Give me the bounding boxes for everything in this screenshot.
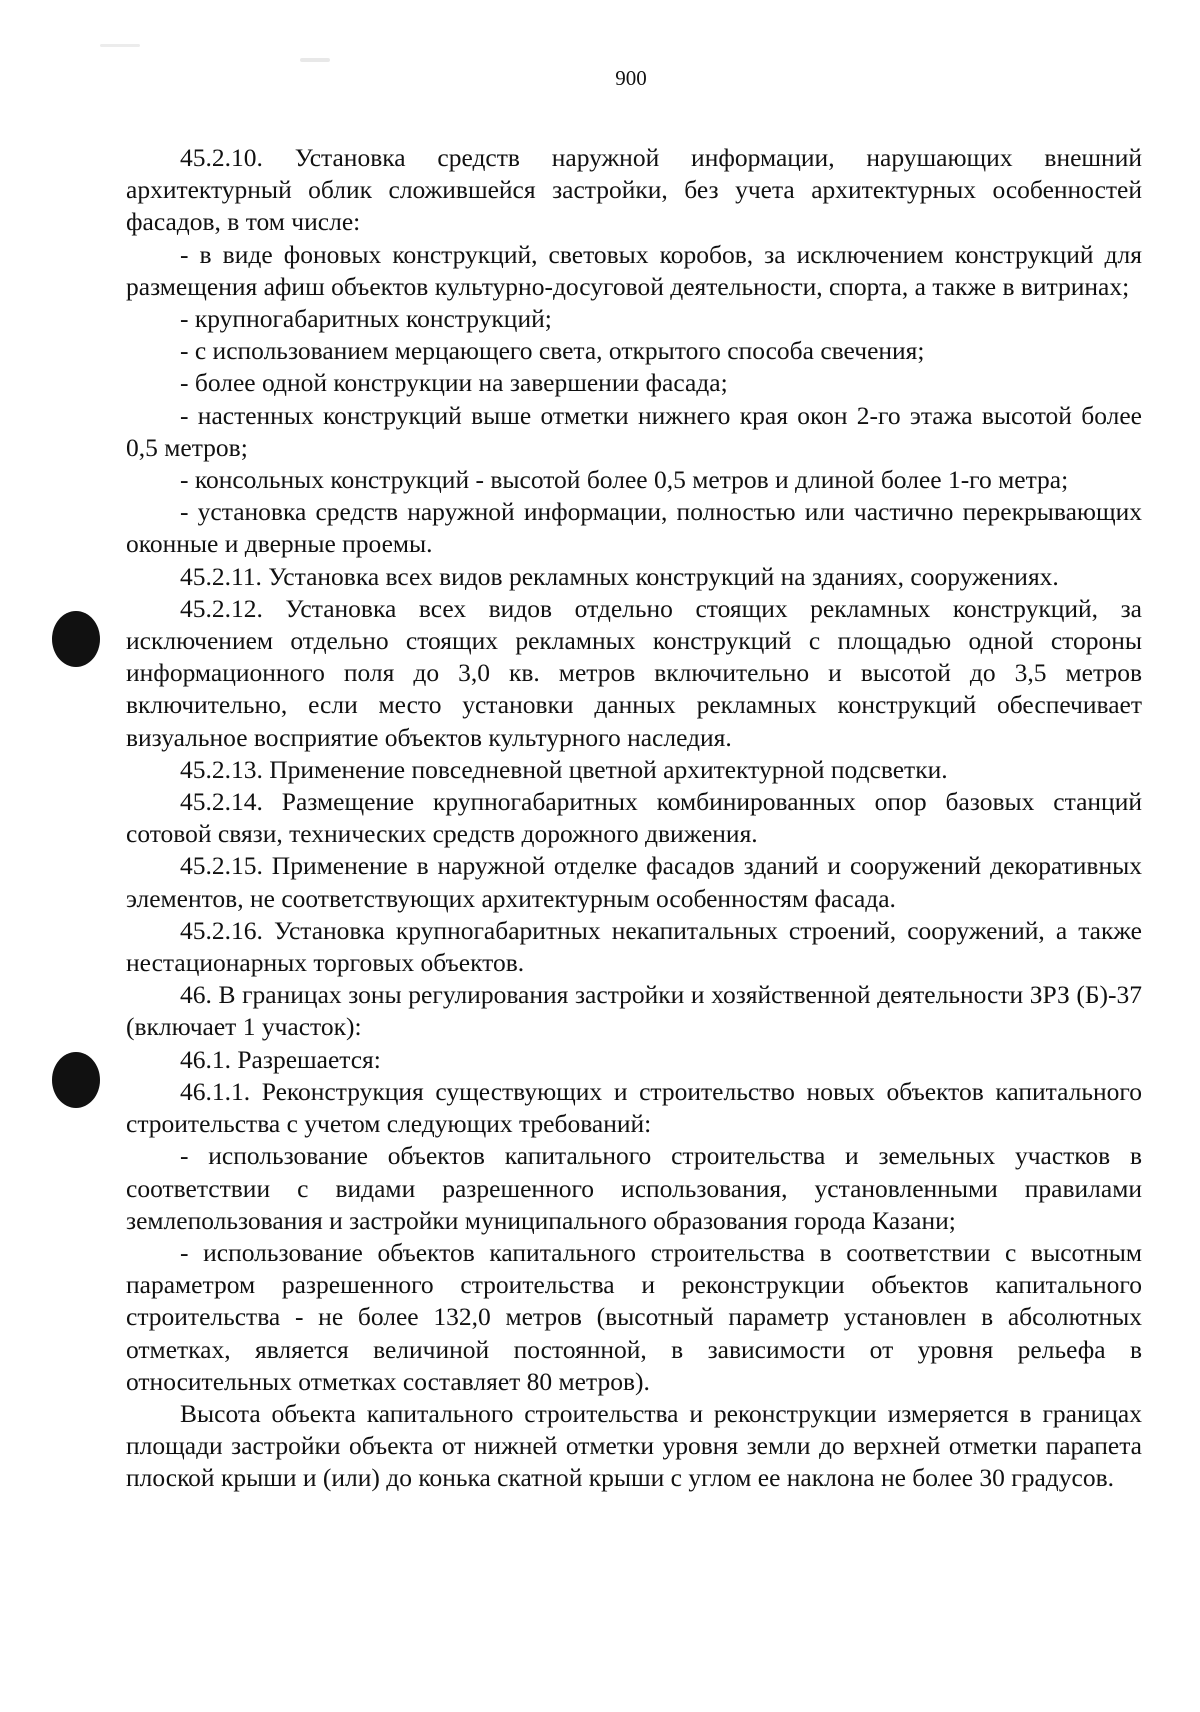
paragraph-46-1-1: 46.1.1. Реконструкция существующих и строительство новых объектов капитального строительства с учетом следующих требований: [126, 1076, 1142, 1139]
paragraph-46: 46. В границах зоны регулирования застройки и хозяйственной деятельности ЗРЗ (Б)-37 (включает 1 участок): [126, 980, 1142, 1042]
page-number: 900 [615, 66, 647, 90]
paragraph-46-1: 46.1. Разрешается: [180, 1044, 381, 1074]
paragraph-height-measurement: Высота объекта капитального строительства и реконструкции измеряется в границах площади застройки объекта от нижней отметки уровня земли до верхней отметки парапета плоской крыши и (или) до конька скатной крыши с углом ее наклона не более 30 градусов. [126, 1398, 1142, 1493]
punch-hole [52, 611, 100, 667]
punch-hole [52, 1052, 100, 1108]
paragraph-45-2-16: 45.2.16. Установка крупногабаритных некапитальных строений, сооружений, а также нестационарных торговых объектов. [126, 915, 1142, 978]
list-item-window-overlap: - установка средств наружной информации, полностью или частично перекрывающих оконные и дверные проемы. [126, 497, 1142, 559]
list-item-land-use: - использование объектов капитального строительства и земельных участков в соответствии с видами разрешенного использования, установленными правилами землепользования и застройки муниципального образования города Казани; [126, 1141, 1142, 1235]
list-item-large-constructions: - крупногабаритных конструкций; [180, 304, 552, 334]
paragraph-45-2-12: 45.2.12. Установка всех видов отдельно стоящих рекламных конструкций, за исключением отдельно стоящих рекламных конструкций с площадью одной стороны информационного поля до 3,0 кв. метров включительно и высотой до 3,5 метров включительно, если место установки данных рекламных конструкций обеспечивает визуальное восприятие объектов культурного наследия. [126, 593, 1142, 752]
list-item-facade-completion: - более одной конструкции на завершении фасада; [180, 368, 728, 398]
paragraph-45-2-11: 45.2.11. Установка всех видов рекламных конструкций на зданиях, сооружениях. [180, 561, 1059, 591]
paragraph-45-2-13: 45.2.13. Применение повседневной цветной архитектурной подсветки. [180, 754, 948, 784]
paragraph-45-2-10: 45.2.10. Установка средств наружной информации, нарушающих внешний архитектурный облик сложившейся застройки, без учета архитектурных особенностей фасадов, в том числе: [126, 143, 1142, 237]
paragraph-45-2-15: 45.2.15. Применение в наружной отделке фасадов зданий и сооружений декоративных элементов, не соответствующих архитектурным особенностям фасада. [126, 851, 1142, 913]
document-body [126, 142, 1142, 1495]
list-item-flickering-light: - с использованием мерцающего света, открытого способа свечения; [180, 336, 925, 366]
list-item-height-parameter: - использование объектов капитального строительства в соответствии с высотным параметром разрешенного строительства и реконструкции объектов капитального строительства - не более 132,0 метров (высотный параметр установлен в абсолютных отметках, является величиной постоянной, в зависимости от уровня рельефа в относительных отметках составляет 80 метров). [126, 1237, 1142, 1396]
scan-speck [300, 58, 330, 62]
list-item-background-constructions: - в виде фоновых конструкций, световых коробов, за исключением конструкций для размещения афиш объектов культурно-досуговой деятельности, спорта, а также в витринах; [126, 239, 1142, 301]
list-item-wall-constructions: - настенных конструкций выше отметки нижнего края окон 2-го этажа высотой более 0,5 метров; [126, 400, 1142, 462]
paragraph-45-2-14: 45.2.14. Размещение крупногабаритных комбинированных опор базовых станций сотовой связи, технических средств дорожного движения. [126, 787, 1142, 849]
scan-speck [100, 44, 140, 47]
list-item-console-constructions: - консольных конструкций - высотой более 0,5 метров и длиной более 1-го метра; [180, 465, 1069, 495]
